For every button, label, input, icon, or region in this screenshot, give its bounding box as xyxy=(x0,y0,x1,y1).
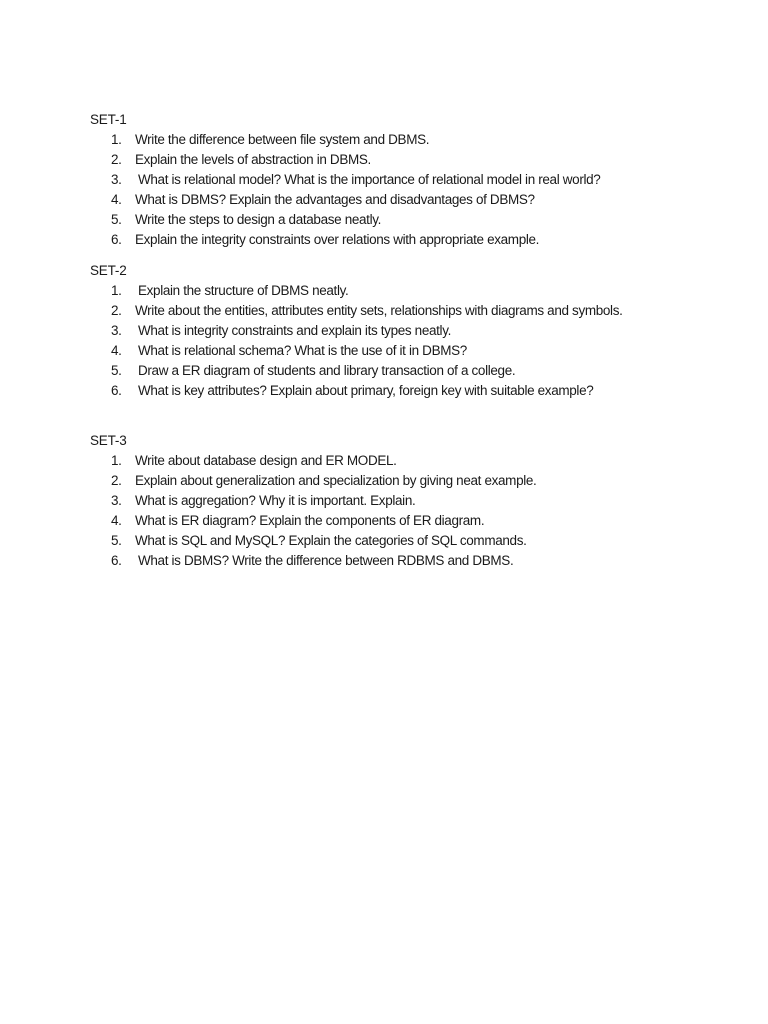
list-item xyxy=(90,361,710,381)
list-item xyxy=(90,471,710,491)
question-text: What is DBMS? Explain the advantages and disadvantages of DBMS? xyxy=(135,192,535,207)
list-item xyxy=(90,321,710,341)
list-item xyxy=(90,130,710,150)
list-item xyxy=(90,190,710,210)
question-text: Write the steps to design a database neatly. xyxy=(135,212,382,227)
set-title: SET-1 xyxy=(90,112,127,127)
list-item xyxy=(90,511,710,531)
question-text: Explain about generalization and specialization by giving neat example. xyxy=(135,473,537,488)
question-text: Write about the entities, attributes entity sets, relationships with diagrams and symbols. xyxy=(135,303,623,318)
question-text: Write about database design and ER MODEL. xyxy=(135,453,397,468)
question-text: What is DBMS? Write the difference between RDBMS and DBMS. xyxy=(138,553,514,568)
question-text: Explain the structure of DBMS neatly. xyxy=(138,283,349,298)
list-item xyxy=(90,491,710,511)
question-number: 4. xyxy=(111,192,122,207)
question-number: 3. xyxy=(111,493,122,508)
question-text: Draw a ER diagram of students and library transaction of a college. xyxy=(138,363,516,378)
question-text: Write the difference between file system and DBMS. xyxy=(135,132,430,147)
question-number: 6. xyxy=(111,232,122,247)
list-item xyxy=(90,150,710,170)
question-list xyxy=(90,130,710,250)
question-text: What is SQL and MySQL? Explain the categories of SQL commands. xyxy=(135,533,527,548)
question-set-3 xyxy=(90,431,710,571)
question-number: 6. xyxy=(111,553,122,568)
question-text: What is aggregation? Why it is important. Explain. xyxy=(135,493,416,508)
list-item xyxy=(90,210,710,230)
question-number: 3. xyxy=(111,323,122,338)
question-text: Explain the levels of abstraction in DBMS. xyxy=(135,152,371,167)
list-item xyxy=(90,301,710,321)
list-item xyxy=(90,341,710,361)
list-item xyxy=(90,281,710,301)
question-number: 5. xyxy=(111,533,122,548)
list-item xyxy=(90,451,710,471)
question-number: 1. xyxy=(111,453,122,468)
question-list xyxy=(90,451,710,571)
question-list xyxy=(90,281,710,401)
question-text: What is ER diagram? Explain the components of ER diagram. xyxy=(135,513,485,528)
question-text: What is key attributes? Explain about primary, foreign key with suitable example? xyxy=(138,383,594,398)
list-item xyxy=(90,381,710,401)
set-title: SET-3 xyxy=(90,433,127,448)
question-text: What is relational schema? What is the use of it in DBMS? xyxy=(138,343,467,358)
question-number: 1. xyxy=(111,132,122,147)
list-item xyxy=(90,230,710,250)
set-title: SET-2 xyxy=(90,263,127,278)
question-number: 5. xyxy=(111,212,122,227)
question-number: 4. xyxy=(111,343,122,358)
question-text: What is relational model? What is the importance of relational model in real world? xyxy=(138,172,601,187)
question-number: 6. xyxy=(111,383,122,398)
question-number: 2. xyxy=(111,303,122,318)
list-item xyxy=(90,531,710,551)
question-number: 1. xyxy=(111,283,122,298)
question-set-2 xyxy=(90,261,710,401)
list-item xyxy=(90,551,710,571)
question-text: What is integrity constraints and explain its types neatly. xyxy=(138,323,452,338)
question-text: Explain the integrity constraints over relations with appropriate example. xyxy=(135,232,540,247)
list-item xyxy=(90,170,710,190)
question-number: 5. xyxy=(111,363,122,378)
question-number: 2. xyxy=(111,152,122,167)
question-set-1 xyxy=(90,110,710,250)
question-number: 3. xyxy=(111,172,122,187)
question-number: 2. xyxy=(111,473,122,488)
question-number: 4. xyxy=(111,513,122,528)
